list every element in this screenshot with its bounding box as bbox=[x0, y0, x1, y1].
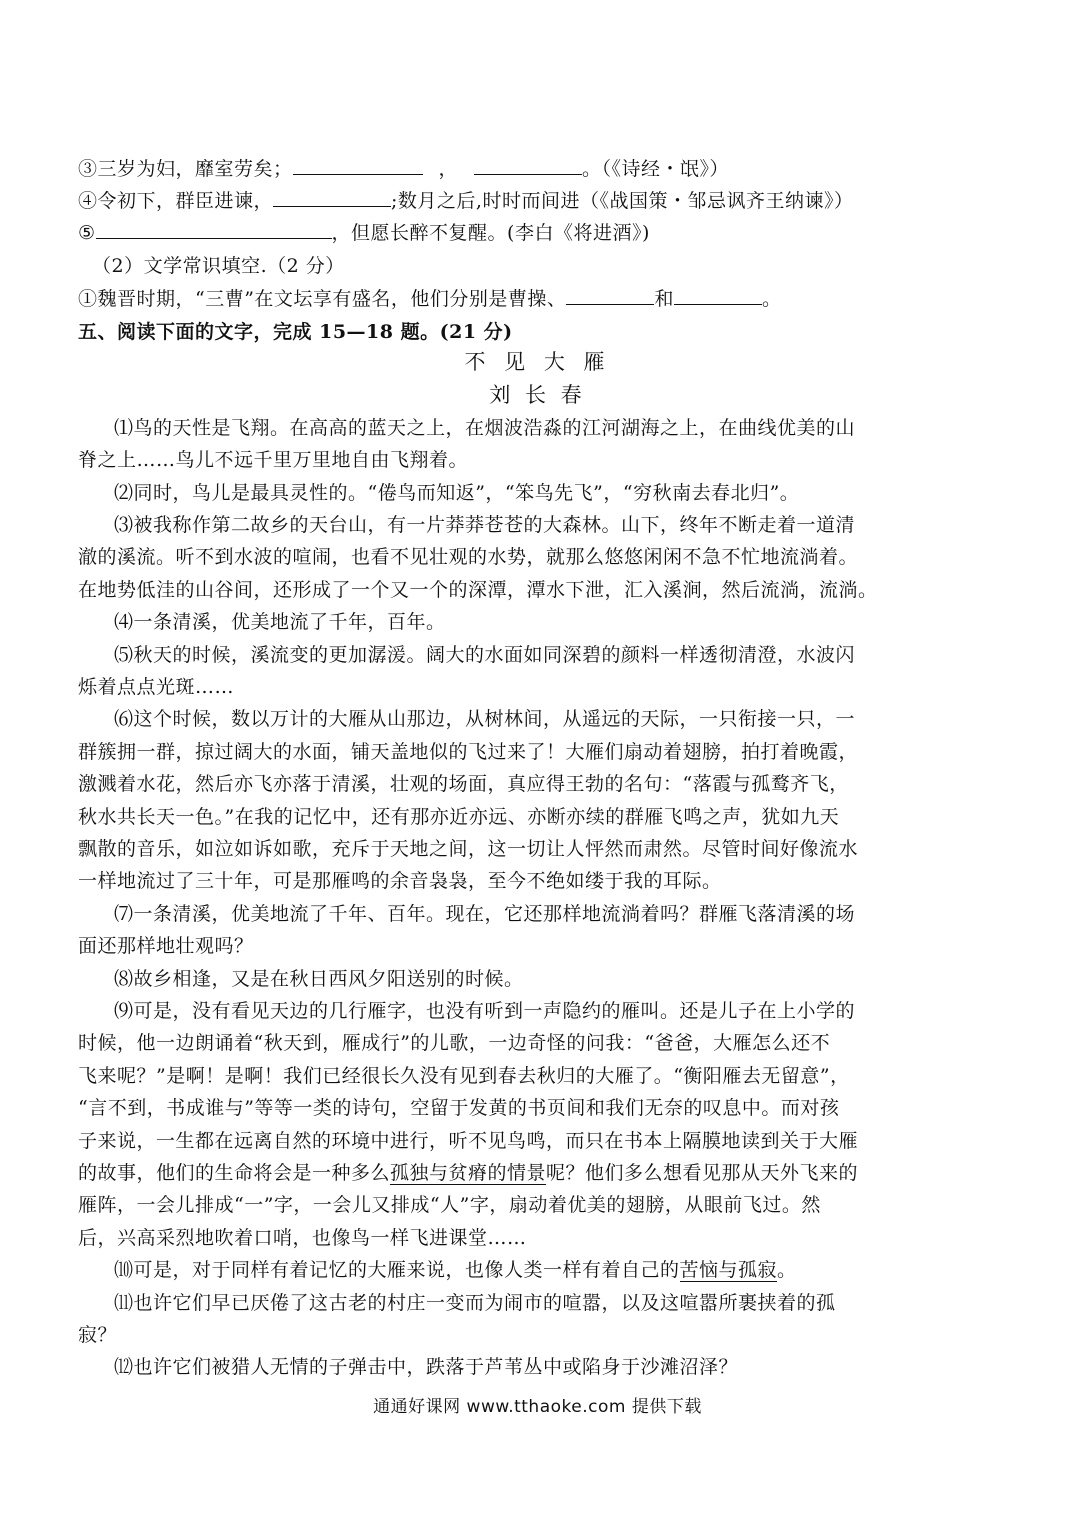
paragraph-line: ⑹这个时候，数以万计的大雁从山那边，从树林间，从遥远的天际，一只衔接一只，一 bbox=[114, 708, 856, 730]
item4-prefix: ④令初下，群臣进谏， bbox=[78, 190, 274, 212]
paragraph-line: 子来说，一生都在远离自然的环境中进行，听不见鸟鸣，而只在书本上隔膜地读到关于大雁 bbox=[78, 1130, 859, 1152]
paragraph-line: 寂？ bbox=[78, 1324, 118, 1346]
answer-blank[interactable] bbox=[273, 186, 391, 207]
answer-blank[interactable] bbox=[566, 284, 654, 305]
article-author: 刘 长 春 bbox=[489, 383, 586, 407]
article-title: 不 见 大 雁 bbox=[464, 350, 611, 374]
lit-item-prefix: ①魏晋时期，“三曹”在文坛享有盛名，他们分别是曹操、 bbox=[78, 288, 567, 310]
paragraph-line: ⑴鸟的天性是飞翔。在高高的蓝天之上，在烟波浩淼的江河湖海之上，在曲线优美的山 bbox=[114, 417, 856, 439]
paragraph-line: 时候，他一边朗诵着“秋天到，雁成行”的儿歌，一边奇怪的问我：“爸爸，大雁怎么还不 bbox=[78, 1032, 831, 1054]
paragraph-line: ⑼可是，没有看见天边的几行雁字，也没有听到一声隐约的雁叫。还是儿子在上小学的 bbox=[114, 1000, 856, 1022]
answer-blank[interactable] bbox=[474, 154, 582, 175]
answer-blank[interactable] bbox=[293, 154, 423, 175]
item3-sep: ， bbox=[438, 158, 459, 180]
recitation-item-4 bbox=[78, 186, 853, 215]
item3-suffix: 。（《诗经・氓》） bbox=[582, 158, 730, 180]
paragraph-line: 面还那样地壮观吗？ bbox=[78, 935, 254, 957]
item5-prefix: ⑤ bbox=[78, 222, 96, 244]
paragraph-line: 雁阵，一会儿排成“一”字，一会儿又排成“人”字，扇动着优美的翅膀，从眼前飞过。然 bbox=[78, 1194, 821, 1216]
text-span: 呢？他们多么想看见那从天外飞来的 bbox=[546, 1162, 859, 1184]
text-span: 的故事，他们的生命将会是一种多么 bbox=[78, 1162, 391, 1184]
paragraph-line bbox=[78, 1159, 858, 1187]
paragraph-line: ⑵同时，鸟儿是最具灵性的。“倦鸟而知返”，“笨鸟先飞”，“穷秋南去春北归”。 bbox=[114, 482, 800, 504]
paragraph-line: ⑾也许它们早已厌倦了这古老的村庄一变而为闹市的喧嚣，以及这喧嚣所裹挟着的孤 bbox=[114, 1292, 836, 1314]
paragraph-line: 烁着点点光斑…… bbox=[78, 676, 235, 698]
paragraph-line: 一样地流过了三十年，可是那雁鸣的余音袅袅，至今不绝如缕于我的耳际。 bbox=[78, 870, 722, 892]
text-span: ⑽可是，对于同样有着记忆的大雁来说，也像人类一样有着自己的 bbox=[114, 1259, 680, 1281]
lit-item-mid: 和 bbox=[654, 288, 674, 310]
paragraph-line: ⑿也许它们被猎人无情的子弹击中，跌落于芦苇丛中或陷身于沙滩沼泽？ bbox=[114, 1356, 739, 1378]
literature-item-1 bbox=[78, 284, 781, 313]
recitation-item-3 bbox=[78, 154, 729, 183]
paragraph-line: “言不到，书成谁与”等等一类的诗句，空留于发黄的书页间和我们无奈的叹息中。而对孩 bbox=[78, 1097, 840, 1119]
paragraph-line bbox=[78, 1256, 797, 1284]
literature-question-title: （2）文学常识填空.（2 分） bbox=[92, 255, 345, 277]
paragraph-line: 后，兴高采烈地吹着口哨，也像鸟一样飞进课堂…… bbox=[78, 1227, 527, 1249]
paragraph-line: ⑸秋天的时候，溪流变的更加潺湲。阔大的水面如同深碧的颜料一样透彻清澄，水波闪 bbox=[114, 644, 856, 666]
lit-item-suffix: 。 bbox=[761, 288, 782, 310]
recitation-item-5 bbox=[78, 218, 650, 247]
paragraph-line: 飞来呢？”是啊！是啊！我们已经很长久没有见到春去秋归的大雁了。“衡阳雁去无留意”， bbox=[78, 1065, 850, 1087]
paragraph-line: 在地势低洼的山谷间，还形成了一个又一个的深潭，潭水下泄，汇入溪涧，然后流淌，流淌。 bbox=[78, 579, 878, 601]
paragraph-line: 激溅着水花，然后亦飞亦落于清溪，壮观的场面，真应得王勃的名句：“落霞与孤鹜齐飞， bbox=[78, 773, 849, 795]
paragraph-line: ⑺一条清溪，优美地流了千年、百年。现在，它还那样地流淌着吗？群雁飞落清溪的场 bbox=[114, 903, 856, 925]
paragraph-line: 飘散的音乐，如泣如诉如歌，充斥于天地之间，这一切让人怦然而肃然。尽管时间好像流水 bbox=[78, 838, 859, 860]
paragraph-line: ⑻故乡相逢，又是在秋日西风夕阳送别的时候。 bbox=[114, 968, 524, 990]
paragraph-line: 澈的溪流。听不到水波的喧闹，也看不见壮观的水势，就那么悠悠闲闲不急不忙地流淌着。 bbox=[78, 546, 859, 568]
underlined-phrase: 苦恼与孤寂 bbox=[679, 1259, 778, 1281]
item4-suffix: ;数月之后,时时而间进（《战国策・邹忌讽齐王纳谏》） bbox=[391, 190, 854, 212]
item5-suffix: ，但愿长醉不复醒。(李白《将进酒》) bbox=[331, 222, 650, 244]
answer-blank[interactable] bbox=[674, 284, 762, 305]
paragraph-line: 群簇拥一群，掠过阔大的水面，铺天盖地似的飞过来了！大雁们扇动着翅膀，拍打着晚霞， bbox=[78, 741, 859, 763]
paragraph-line: 脊之上……鸟儿不远千里万里地自由飞翔着。 bbox=[78, 449, 469, 471]
underlined-phrase: 孤独与贫瘠的情景 bbox=[390, 1162, 547, 1184]
text-span: 。 bbox=[777, 1259, 797, 1281]
paragraph-line: ⑶被我称作第二故乡的天台山，有一片莽莽苍苍的大森林。山下，终年不断走着一道清 bbox=[114, 514, 856, 536]
paragraph-line: ⑷一条清溪，优美地流了千年，百年。 bbox=[114, 611, 446, 633]
page-footer[interactable]: 通通好课网 www.tthaoke.com 提供下载 bbox=[373, 1397, 702, 1417]
item3-prefix: ③三岁为妇，靡室劳矣； bbox=[78, 158, 293, 180]
section-heading: 五、阅读下面的文字，完成 15—18 题。(21 分) bbox=[78, 321, 513, 343]
paragraph-line: 秋水共长天一色。”在我的记忆中，还有那亦近亦远、亦断亦续的群雁飞鸣之声，犹如九天 bbox=[78, 806, 840, 828]
answer-blank[interactable] bbox=[96, 218, 332, 239]
